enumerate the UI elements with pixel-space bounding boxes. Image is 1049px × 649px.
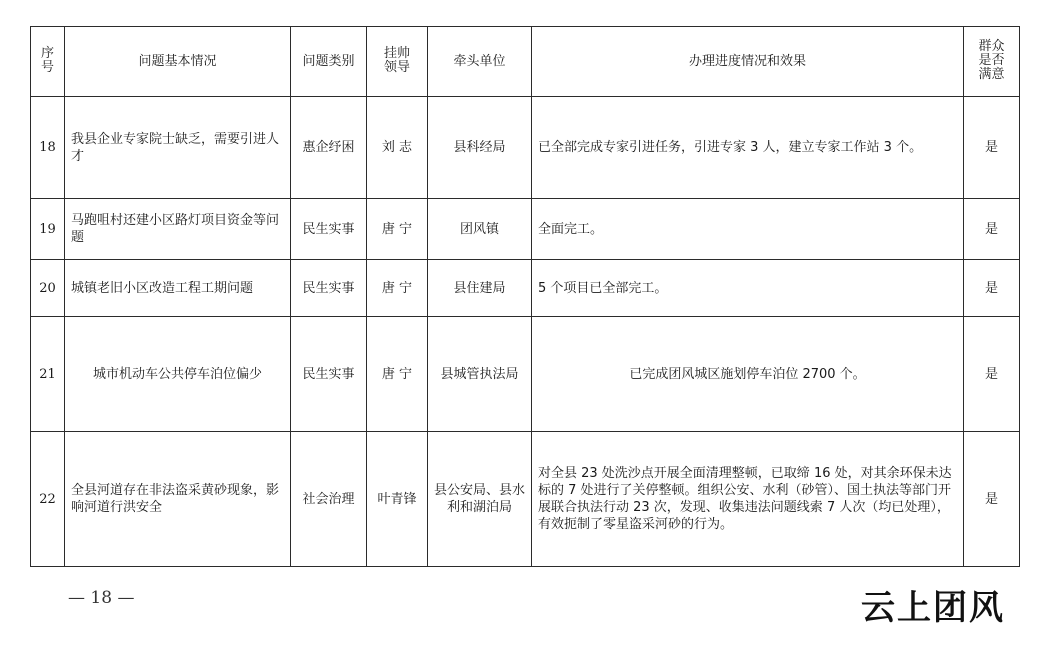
row-no: 19 xyxy=(31,199,65,260)
row-category: 民生实事 xyxy=(291,199,367,260)
row-lead-unit: 县城管执法局 xyxy=(428,317,532,432)
header-satisfied: 群众是否满意 xyxy=(964,27,1020,97)
row-no: 20 xyxy=(31,260,65,317)
header-lead-unit: 牵头单位 xyxy=(428,27,532,97)
watermark-logo: 云上团风 xyxy=(861,588,1005,628)
row-category: 民生实事 xyxy=(291,260,367,317)
row-leader: 唐 宁 xyxy=(367,260,428,317)
row-satisfied: 是 xyxy=(964,199,1020,260)
header-row xyxy=(31,27,1020,97)
row-progress: 全面完工。 xyxy=(532,199,964,260)
row-issue: 城镇老旧小区改造工程工期问题 xyxy=(65,260,291,317)
row-lead-unit: 县住建局 xyxy=(428,260,532,317)
row-progress: 对全县 23 处洗沙点开展全面清理整顿，已取缔 16 处，对其余环保未达标的 7 处进行了关停整顿。组织公安、水利（砂管）、国土执法等部门开展联合执法行动 23 次，发现、收集违法问题线索 7 人次（均已处理），有效扼制了零星盗采河砂的行为。 xyxy=(532,432,964,567)
table-row xyxy=(31,97,1020,199)
header-no: 序号 xyxy=(31,27,65,97)
issues-table xyxy=(30,26,1020,567)
row-leader: 刘 志 xyxy=(367,97,428,199)
row-progress: 已完成团风城区施划停车泊位 2700 个。 xyxy=(532,317,964,432)
row-satisfied: 是 xyxy=(964,432,1020,567)
row-satisfied: 是 xyxy=(964,317,1020,432)
row-issue: 城市机动车公共停车泊位偏少 xyxy=(65,317,291,432)
row-issue: 全县河道存在非法盗采黄砂现象，影响河道行洪安全 xyxy=(65,432,291,567)
row-category: 民生实事 xyxy=(291,317,367,432)
row-progress: 5 个项目已全部完工。 xyxy=(532,260,964,317)
header-category: 问题类别 xyxy=(291,27,367,97)
row-category: 惠企纾困 xyxy=(291,97,367,199)
row-issue: 我县企业专家院士缺乏，需要引进人才 xyxy=(65,97,291,199)
row-leader: 叶青锋 xyxy=(367,432,428,567)
row-no: 22 xyxy=(31,432,65,567)
row-lead-unit: 县公安局、县水利和湖泊局 xyxy=(428,432,532,567)
row-issue: 马跑咀村还建小区路灯项目资金等问题 xyxy=(65,199,291,260)
header-issue: 问题基本情况 xyxy=(65,27,291,97)
row-leader: 唐 宁 xyxy=(367,317,428,432)
table-row xyxy=(31,199,1020,260)
row-lead-unit: 县科经局 xyxy=(428,97,532,199)
table-row xyxy=(31,260,1020,317)
page-number: — 18 — xyxy=(68,588,135,608)
row-category: 社会治理 xyxy=(291,432,367,567)
table-row xyxy=(31,317,1020,432)
row-satisfied: 是 xyxy=(964,97,1020,199)
row-lead-unit: 团风镇 xyxy=(428,199,532,260)
row-no: 18 xyxy=(31,97,65,199)
header-progress: 办理进度情况和效果 xyxy=(532,27,964,97)
row-progress: 已全部完成专家引进任务，引进专家 3 人，建立专家工作站 3 个。 xyxy=(532,97,964,199)
table-row xyxy=(31,432,1020,567)
row-no: 21 xyxy=(31,317,65,432)
row-satisfied: 是 xyxy=(964,260,1020,317)
row-leader: 唐 宁 xyxy=(367,199,428,260)
header-leader: 挂帅领导 xyxy=(367,27,428,97)
